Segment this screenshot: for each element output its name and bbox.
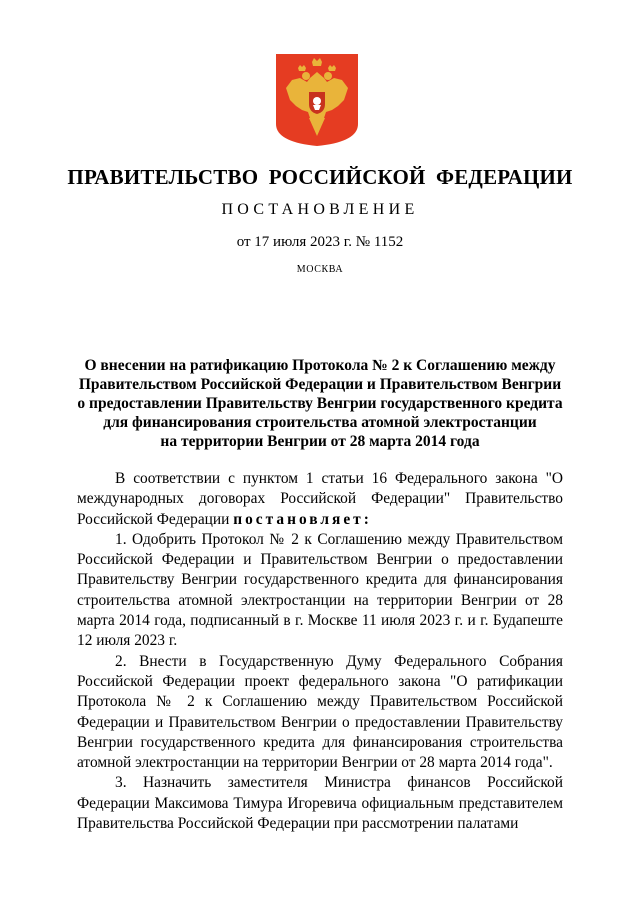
document-city: МОСКВА: [296, 264, 344, 275]
government-title: ПРАВИТЕЛЬСТВО РОССИЙСКОЙ ФЕДЕРАЦИИ: [67, 165, 573, 189]
intro-paragraph: [77, 469, 563, 530]
resolution-keyword: постановляет:: [233, 510, 372, 528]
paragraph-1: 1. Одобрить Протокол № 2 к Соглашению между Правительством Российской Федерации и Правительством Венгрии о предоставлении Правительству Венгрии государственного кредита для финансирования строительства атомной электростанции на территории Венгрии от 28 марта 2014 года, подписанный в г. Москве 11 июля 2023 г. и г. Будапеште 12 июля 2023 г.: [77, 530, 563, 650]
russian-coat-of-arms-icon: [276, 54, 358, 146]
document-subject: [60, 356, 580, 451]
paragraph-3: 3. Назначить заместителя Министра финансов Российской Федерации Максимова Тимура Игоревича официальным представителем Правительства Российской Федерации при рассмотрении палатами: [77, 774, 563, 833]
paragraph-2: 2. Внести в Государственную Думу Федерального Собрания Российской Федерации проект федерального закона "О ратификации Протокола № 2 к Соглашению между Правительством Российской Федерации и Правительством Венгрии о предоставлении Правительству Венгрии государственного кредита для финансирования строительства атомной электростанции на территории Венгрии от 28 марта 2014 года".: [77, 652, 563, 772]
subject-line: Правительством Российской Федерации и Правительством Венгрии: [78, 376, 562, 393]
document-date-number: от 17 июля 2023 г. № 1152: [236, 234, 404, 250]
subject-line: для финансирования строительства атомной электростанции: [103, 414, 537, 431]
document-body: [77, 469, 563, 834]
intro-text: В соответствии с пунктом 1 статьи 16 Федерального закона "О международных договорах Российской Федерации" Правительство Российской Федерации: [77, 470, 563, 528]
subject-line: О внесении на ратификацию Протокола № 2 к Соглашению между: [84, 357, 556, 374]
subject-line: на территории Венгрии от 28 марта 2014 года: [160, 433, 480, 450]
subject-line: о предоставлении Правительству Венгрии государственного кредита: [77, 395, 563, 412]
document-type: ПОСТАНОВЛЕНИЕ: [221, 201, 419, 218]
